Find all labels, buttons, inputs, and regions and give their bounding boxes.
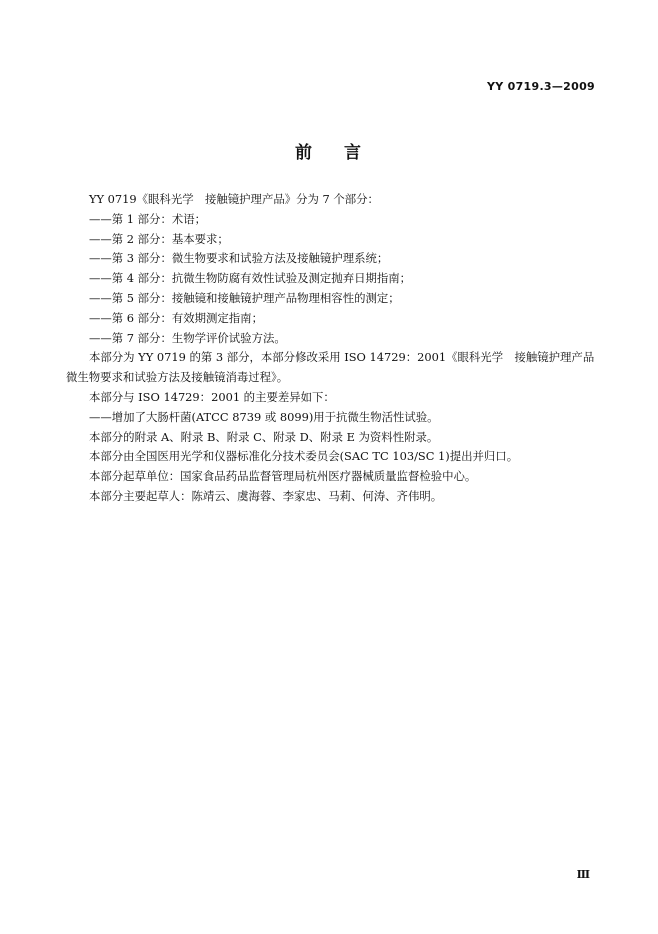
paragraph-intro: YY 0719《眼科光学 接触镜护理产品》分为 7 个部分： — [89, 192, 379, 206]
title-char-2: 言 — [344, 143, 363, 163]
list-item-part-1: ——第 1 部分：术语； — [89, 211, 207, 226]
paragraph-appendices: 本部分的附录 A、附录 B、附录 C、附录 D、附录 E 为资料性附录。 — [89, 429, 439, 444]
paragraph-drafting-unit: 本部分起草单位：国家食品药品监督管理局杭州医疗器械质量监督检验中心。 — [89, 469, 477, 484]
title-char-1: 前 — [295, 143, 314, 163]
list-item-part-4: ——第 4 部分：抗微生物防腐有效性试验及测定抛弃日期指南； — [89, 271, 412, 286]
foreword-body — [66, 190, 596, 507]
list-item-difference: ——增加了大肠杆菌(ATCC 8739 或 8099)用于抗微生物活性试验。 — [89, 409, 439, 424]
page-title — [0, 138, 658, 163]
list-item-part-2: ——第 2 部分：基本要求； — [89, 231, 229, 246]
paragraph-adoption: 本部分为 YY 0719 的第 3 部分，本部分修改采用 ISO 14729：2001《眼科光学 接触镜护理产品微生物要求和试验方法及接触镜消毒过程》。 — [66, 350, 595, 385]
paragraph-committee: 本部分由全国医用光学和仪器标准化分技术委员会(SAC TC 103/SC 1)提出并归口。 — [89, 449, 519, 464]
list-item-part-6: ——第 6 部分：有效期测定指南； — [89, 310, 263, 325]
list-item-part-5: ——第 5 部分：接触镜和接触镜护理产品物理相容性的测定； — [89, 290, 400, 305]
page-number: Ⅲ — [576, 868, 590, 881]
standard-code: YY 0719.3—2009 — [486, 80, 595, 93]
list-item-part-3: ——第 3 部分：微生物要求和试验方法及接触镜护理系统； — [89, 251, 389, 266]
list-item-part-7: ——第 7 部分：生物学评价试验方法。 — [89, 330, 286, 345]
paragraph-drafters: 本部分主要起草人：陈靖云、虞海蓉、李家忠、马莉、何涛、齐伟明。 — [89, 488, 443, 503]
paragraph-differences: 本部分与 ISO 14729：2001 的主要差异如下： — [89, 389, 335, 404]
